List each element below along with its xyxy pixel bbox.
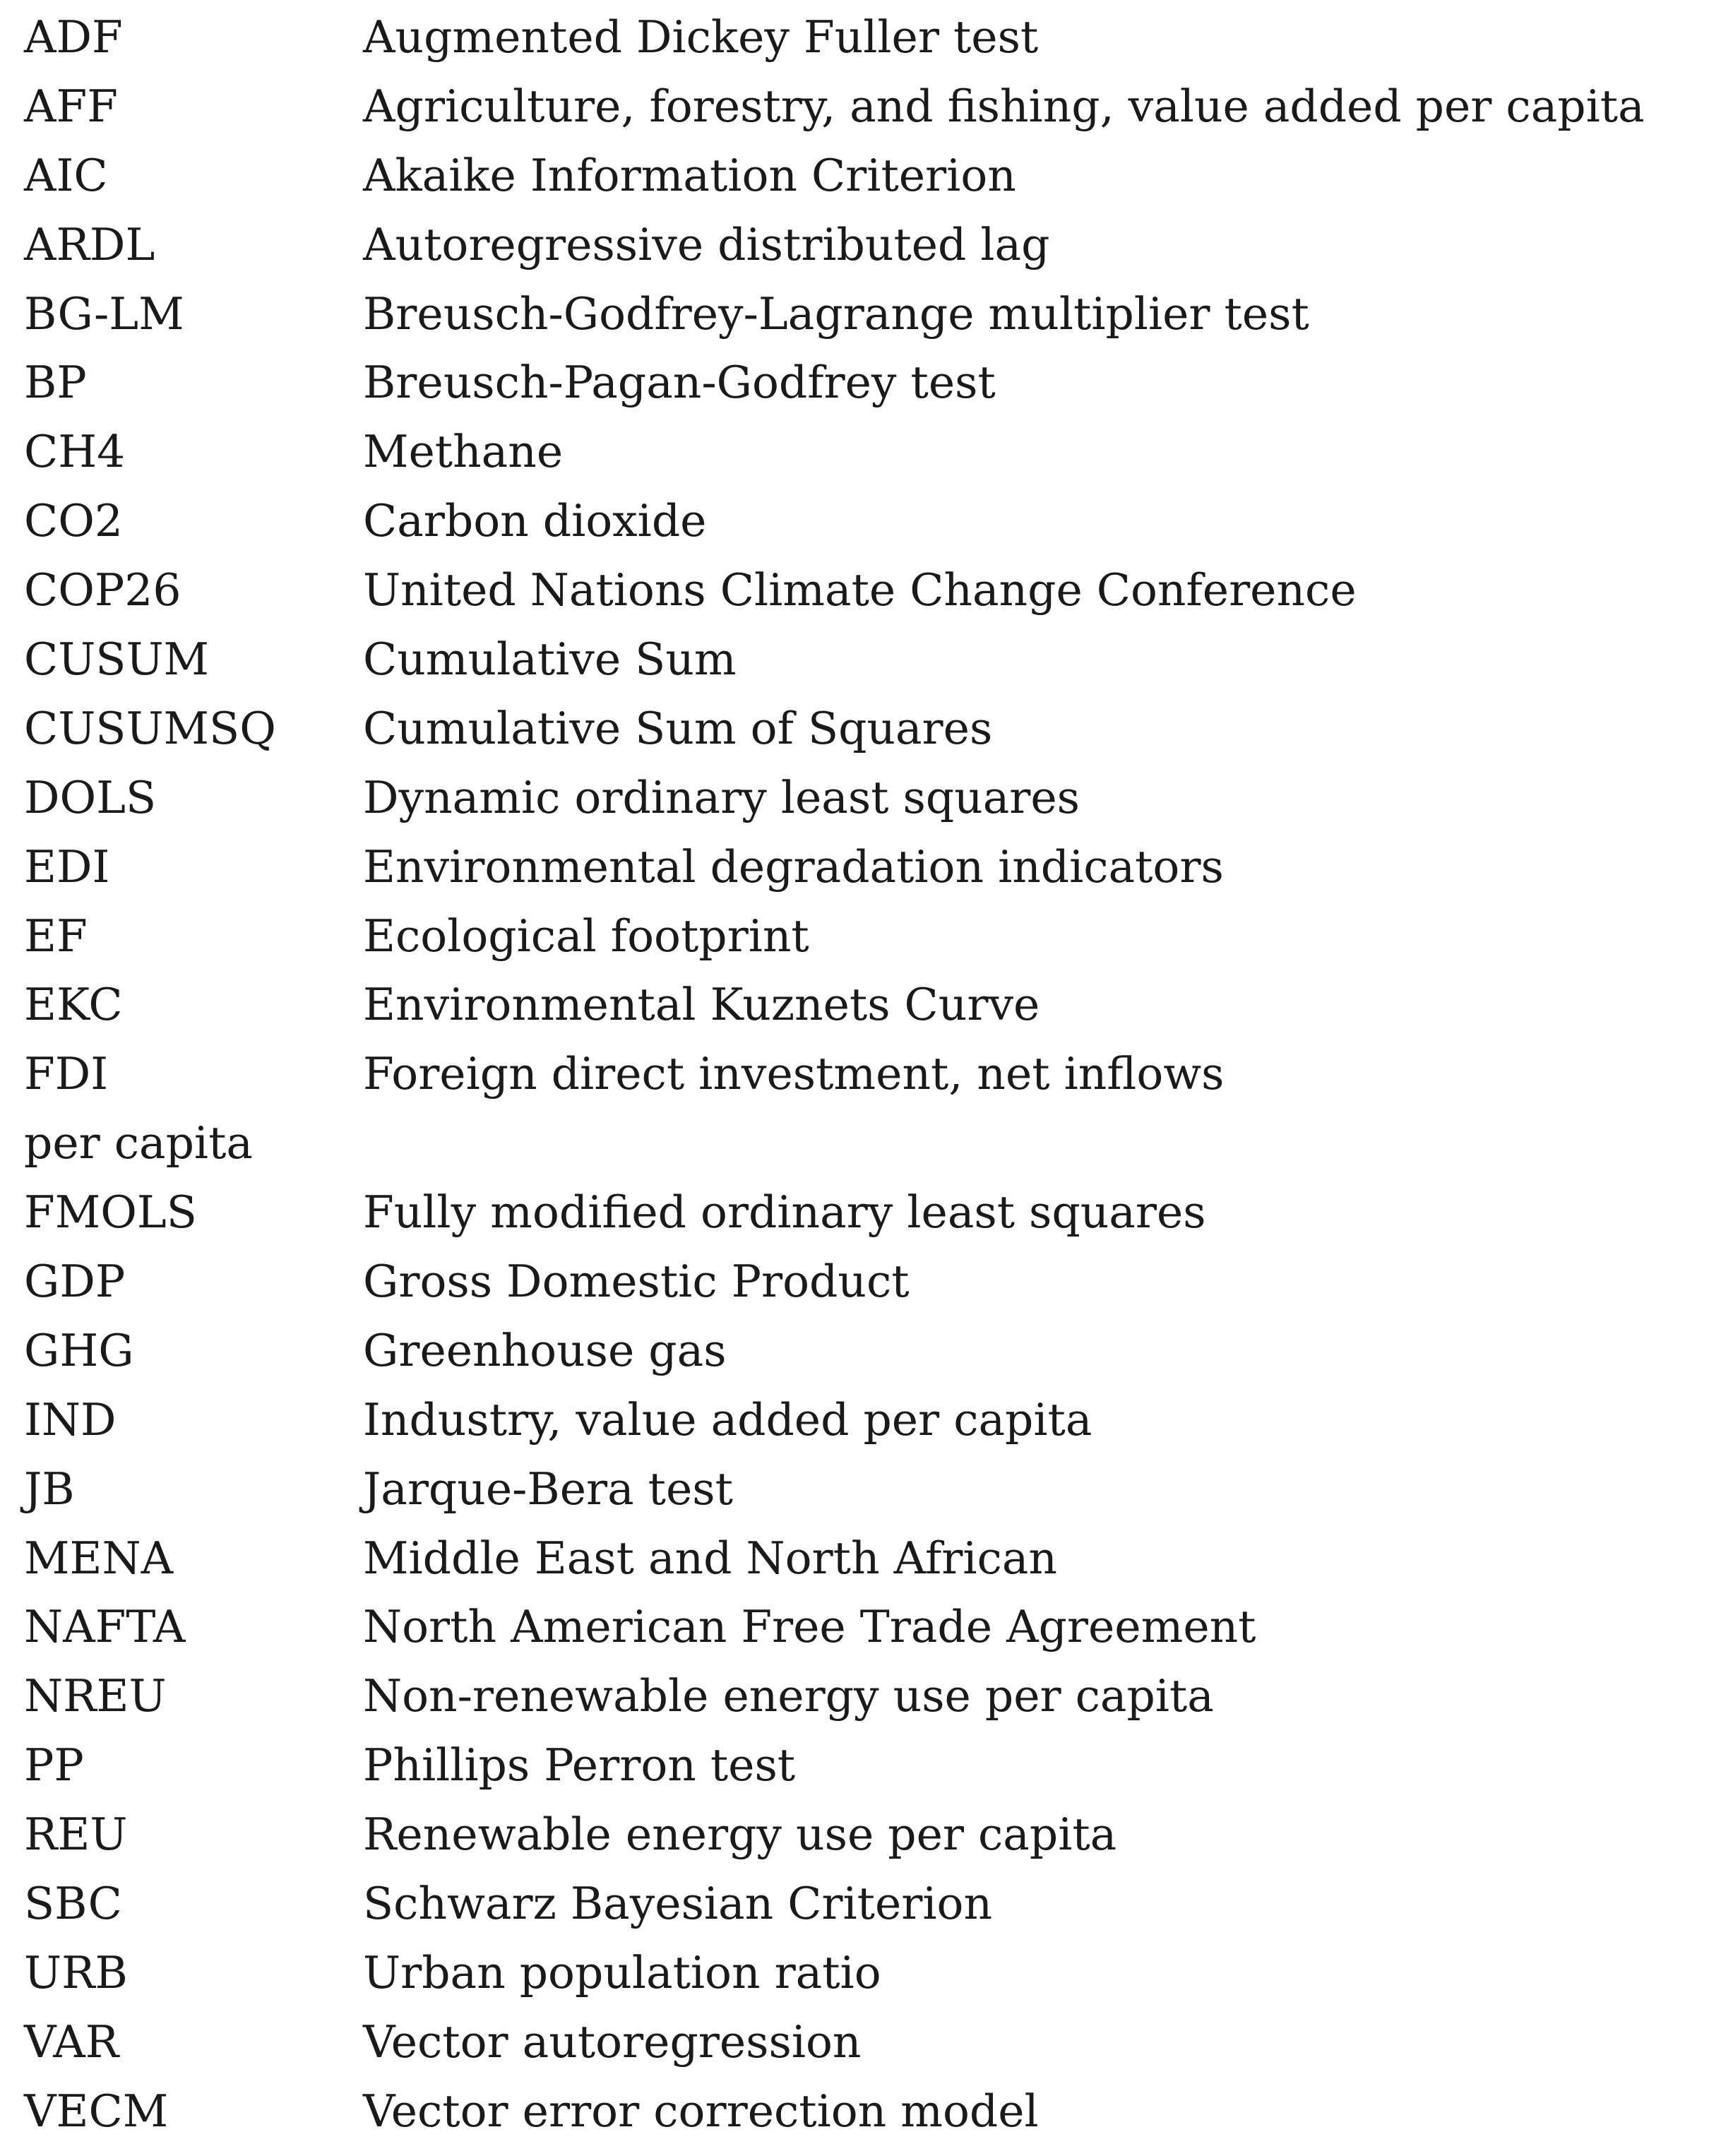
abbreviation-definition: Akaike Information Criterion [363, 149, 1016, 201]
abbreviation-row [24, 417, 1698, 487]
abbreviation-definition: Fully modified ordinary least squares [363, 1186, 1206, 1239]
abbreviation-definition: Augmented Dickey Fuller test [363, 11, 1039, 63]
abbreviation-definition: Renewable energy use per capita [363, 1809, 1117, 1861]
abbreviation-definition: Foreign direct investment, net inflows [363, 1048, 1225, 1100]
abbreviation-definition: Breusch-Godfrey-Lagrange multiplier test [363, 287, 1309, 340]
abbreviation-list [24, 3, 1698, 2146]
abbreviation-row [24, 348, 1698, 417]
abbreviation-definition: United Nations Climate Change Conference [363, 564, 1357, 617]
abbreviation-term: VECM [24, 2085, 169, 2137]
abbreviation-definition: Phillips Perron test [363, 1739, 796, 1792]
abbreviation-term: JB [24, 1463, 75, 1515]
abbreviation-term: BP [24, 357, 87, 409]
abbreviation-row [24, 210, 1698, 280]
abbreviation-definition: Jarque-Bera test [363, 1463, 733, 1515]
abbreviation-term: GHG [24, 1324, 134, 1376]
abbreviation-definition: North American Free Trade Agreement [363, 1601, 1256, 1653]
abbreviation-definition: Carbon dioxide [363, 495, 707, 547]
abbreviation-term: SBC [24, 1878, 122, 1930]
abbreviation-definition: Agriculture, forestry, and fishing, value added per capita [363, 80, 1645, 132]
abbreviation-row [24, 1247, 1698, 1316]
abbreviation-definition: Urban population ratio [363, 1946, 881, 1999]
abbreviation-row [24, 487, 1698, 556]
abbreviation-row [24, 1178, 1698, 1247]
abbreviation-term: MENA [24, 1532, 174, 1584]
abbreviation-term: DOLS [24, 771, 157, 823]
abbreviation-row [24, 1592, 1698, 1662]
abbreviation-row [24, 833, 1698, 902]
abbreviation-row [24, 763, 1698, 833]
abbreviation-row [24, 694, 1698, 763]
abbreviation-definition: Gross Domestic Product [363, 1256, 910, 1308]
abbreviation-definition: Environmental degradation indicators [363, 840, 1224, 893]
abbreviation-term: BG-LM [24, 287, 184, 340]
abbreviation-term: NREU [24, 1670, 167, 1722]
abbreviation-term: GDP [24, 1256, 126, 1308]
abbreviation-row [24, 1731, 1698, 1800]
abbreviation-term: CH4 [24, 426, 126, 478]
abbreviation-definition: Autoregressive distributed lag [363, 218, 1050, 270]
abbreviation-row [24, 2077, 1698, 2146]
abbreviation-definition: Methane [363, 426, 564, 478]
abbreviation-term: EDI [24, 840, 110, 893]
abbreviation-definition: Middle East and North African [363, 1532, 1057, 1584]
abbreviation-row [24, 1040, 1698, 1109]
abbreviation-continuation-text: per capita [24, 1117, 253, 1169]
abbreviation-term: EKC [24, 979, 123, 1031]
abbreviation-definition: Cumulative Sum of Squares [363, 702, 993, 754]
abbreviation-row [24, 1386, 1698, 1455]
abbreviation-definition: Environmental Kuznets Curve [363, 979, 1040, 1031]
abbreviation-term: PP [24, 1739, 84, 1792]
abbreviation-row [24, 280, 1698, 349]
abbreviation-row [24, 1800, 1698, 1869]
abbreviation-row [24, 902, 1698, 971]
abbreviation-term: FDI [24, 1048, 109, 1100]
abbreviation-term: AFF [24, 80, 118, 132]
abbreviation-definition: Industry, value added per capita [363, 1393, 1092, 1446]
abbreviation-row [24, 970, 1698, 1040]
abbreviation-term: COP26 [24, 564, 181, 617]
abbreviation-definition: Schwarz Bayesian Criterion [363, 1878, 993, 1930]
abbreviation-definition: Greenhouse gas [363, 1324, 727, 1376]
abbreviation-continuation-row [24, 1109, 1698, 1178]
abbreviation-definition: Vector error correction model [363, 2085, 1039, 2137]
abbreviation-definition: Non-renewable energy use per capita [363, 1670, 1214, 1722]
abbreviation-row [24, 1316, 1698, 1386]
abbreviation-row [24, 1869, 1698, 1938]
abbreviation-definition: Ecological footprint [363, 910, 809, 962]
abbreviation-term: CO2 [24, 495, 123, 547]
abbreviation-row [24, 1938, 1698, 2008]
abbreviation-term: CUSUM [24, 633, 210, 686]
abbreviation-term: ARDL [24, 218, 155, 270]
abbreviation-term: IND [24, 1393, 117, 1446]
abbreviation-definition: Cumulative Sum [363, 633, 737, 686]
abbreviation-row [24, 72, 1698, 141]
abbreviation-row [24, 556, 1698, 625]
abbreviation-row [24, 1455, 1698, 1524]
abbreviation-definition: Vector autoregression [363, 2015, 862, 2068]
abbreviation-term: NAFTA [24, 1601, 186, 1653]
abbreviation-row [24, 141, 1698, 210]
abbreviation-term: VAR [24, 2015, 119, 2068]
abbreviation-term: AIC [24, 149, 108, 201]
abbreviation-term: URB [24, 1946, 128, 1999]
abbreviation-term: REU [24, 1809, 128, 1861]
abbreviation-definition: Breusch-Pagan-Godfrey test [363, 357, 996, 409]
abbreviation-term: ADF [24, 11, 123, 63]
abbreviation-row [24, 625, 1698, 694]
abbreviation-row [24, 2008, 1698, 2077]
abbreviation-row [24, 1524, 1698, 1593]
abbreviation-row [24, 1662, 1698, 1731]
abbreviation-term: FMOLS [24, 1186, 197, 1239]
abbreviation-term: CUSUMSQ [24, 702, 276, 754]
abbreviation-row [24, 3, 1698, 72]
abbreviation-term: EF [24, 910, 88, 962]
abbreviation-definition: Dynamic ordinary least squares [363, 771, 1080, 823]
